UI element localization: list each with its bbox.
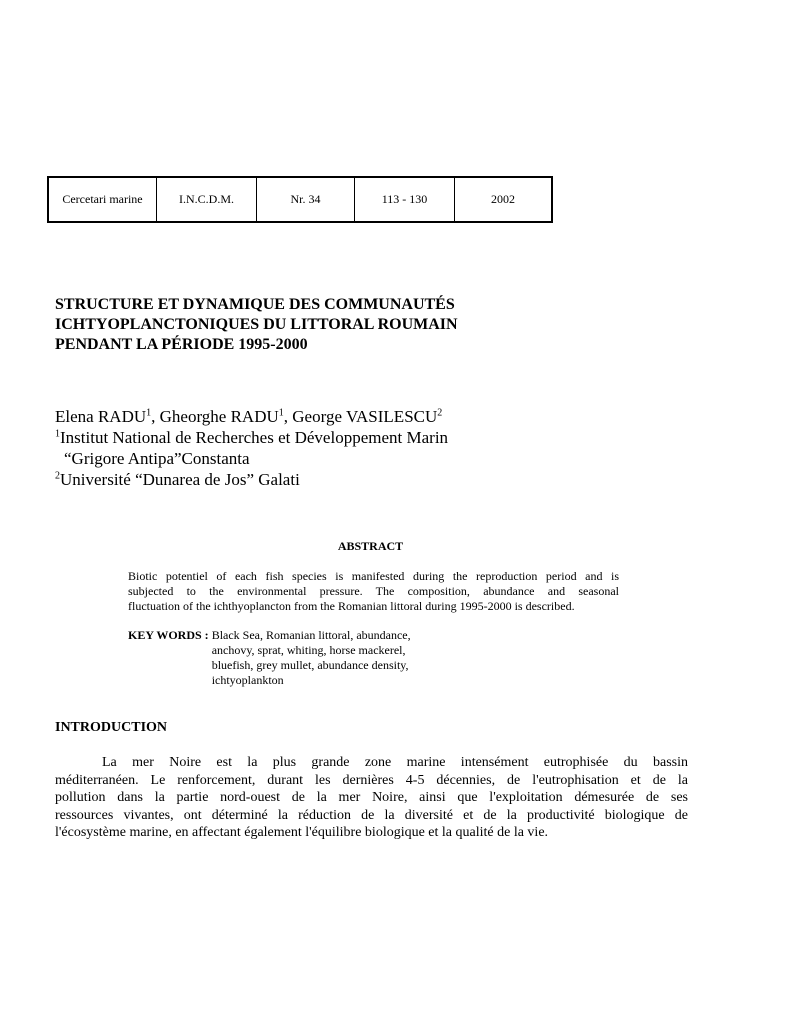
- journal-header-table: [47, 176, 553, 223]
- affiliation-marker: 1: [146, 407, 152, 419]
- affiliation-1: [55, 427, 615, 448]
- header-cell-institute: I.N.C.D.M.: [157, 178, 257, 221]
- introduction-line: pollution dans la partie nord-ouest de la mer Noire, ainsi que l'exploitation démesurée de ses: [55, 790, 688, 805]
- affiliation-marker: 2: [55, 470, 60, 482]
- keywords-label: KEY WORDS :: [128, 628, 212, 642]
- author-name: Elena RADU: [55, 407, 147, 426]
- header-cell-issue: Nr. 34: [257, 178, 355, 221]
- keywords-line: Black Sea, Romanian littoral, abundance,: [211, 628, 411, 642]
- header-cell-year: 2002: [491, 192, 515, 206]
- abstract-line: subjected to the environmental pressure. The composition, abundance and seasonal: [128, 584, 619, 598]
- introduction-paragraph: [55, 754, 688, 842]
- keywords-line: ichtyoplankton: [211, 673, 284, 687]
- introduction-line: ressources vivantes, ont déterminé la réduction de la diversité et de la productivité biologique de: [55, 807, 688, 823]
- author-name: , Gheorghe RADU: [151, 407, 279, 426]
- header-cell-pages: 113 - 130: [355, 178, 455, 221]
- author-name: , George VASILESCU: [283, 407, 438, 426]
- affiliation-2: [55, 469, 615, 490]
- keywords-list: [212, 628, 411, 688]
- affiliation-marker: 2: [437, 407, 443, 419]
- keywords-block: [128, 628, 628, 688]
- affiliation-text: Université “Dunarea de Jos” Galati: [60, 470, 300, 489]
- abstract-heading: ABSTRACT: [337, 539, 404, 553]
- introduction-line: méditerranéen. Le renforcement, durant les dernières 4-5 décennies, de l'eutrophisation et de la: [55, 772, 688, 788]
- introduction-heading: INTRODUCTION: [55, 720, 168, 735]
- author-line: [55, 406, 615, 427]
- abstract-line: Biotic potentiel of each fish species is manifested during the reproduction period and is: [128, 569, 619, 583]
- title-line: STRUCTURE ET DYNAMIQUE DES COMMUNAUTÉS: [55, 296, 455, 313]
- affiliation-text: Institut National de Recherches et Développement Marin: [60, 428, 449, 447]
- authors-block: [55, 406, 615, 490]
- title-line: PENDANT LA PÉRIODE 1995-2000: [55, 336, 308, 353]
- header-cell-journal: Cercetari marine: [49, 178, 157, 221]
- introduction-line: l'écosystème marine, en affectant également l'équilibre biologique et la qualité de la vie.: [55, 825, 549, 840]
- title-line: ICHTYOPLANCTONIQUES DU LITTORAL ROUMAIN: [55, 316, 458, 333]
- abstract-body: [128, 569, 619, 614]
- abstract-line: fluctuation of the ichthyoplancton from the Romanian littoral during 1995-2000 is described.: [128, 599, 575, 613]
- affiliation-1-city: “Grigore Antipa”Constanta: [64, 449, 250, 468]
- keywords-line: anchovy, sprat, whiting, horse mackerel,: [211, 643, 406, 657]
- keywords-line: bluefish, grey mullet, abundance density,: [211, 658, 409, 672]
- affiliation-marker: 1: [55, 428, 60, 440]
- affiliation-marker: 1: [278, 407, 284, 419]
- paper-title: [55, 295, 575, 355]
- introduction-line: La mer Noire est la plus grande zone marine intensément eutrophisée du bassin: [102, 755, 688, 770]
